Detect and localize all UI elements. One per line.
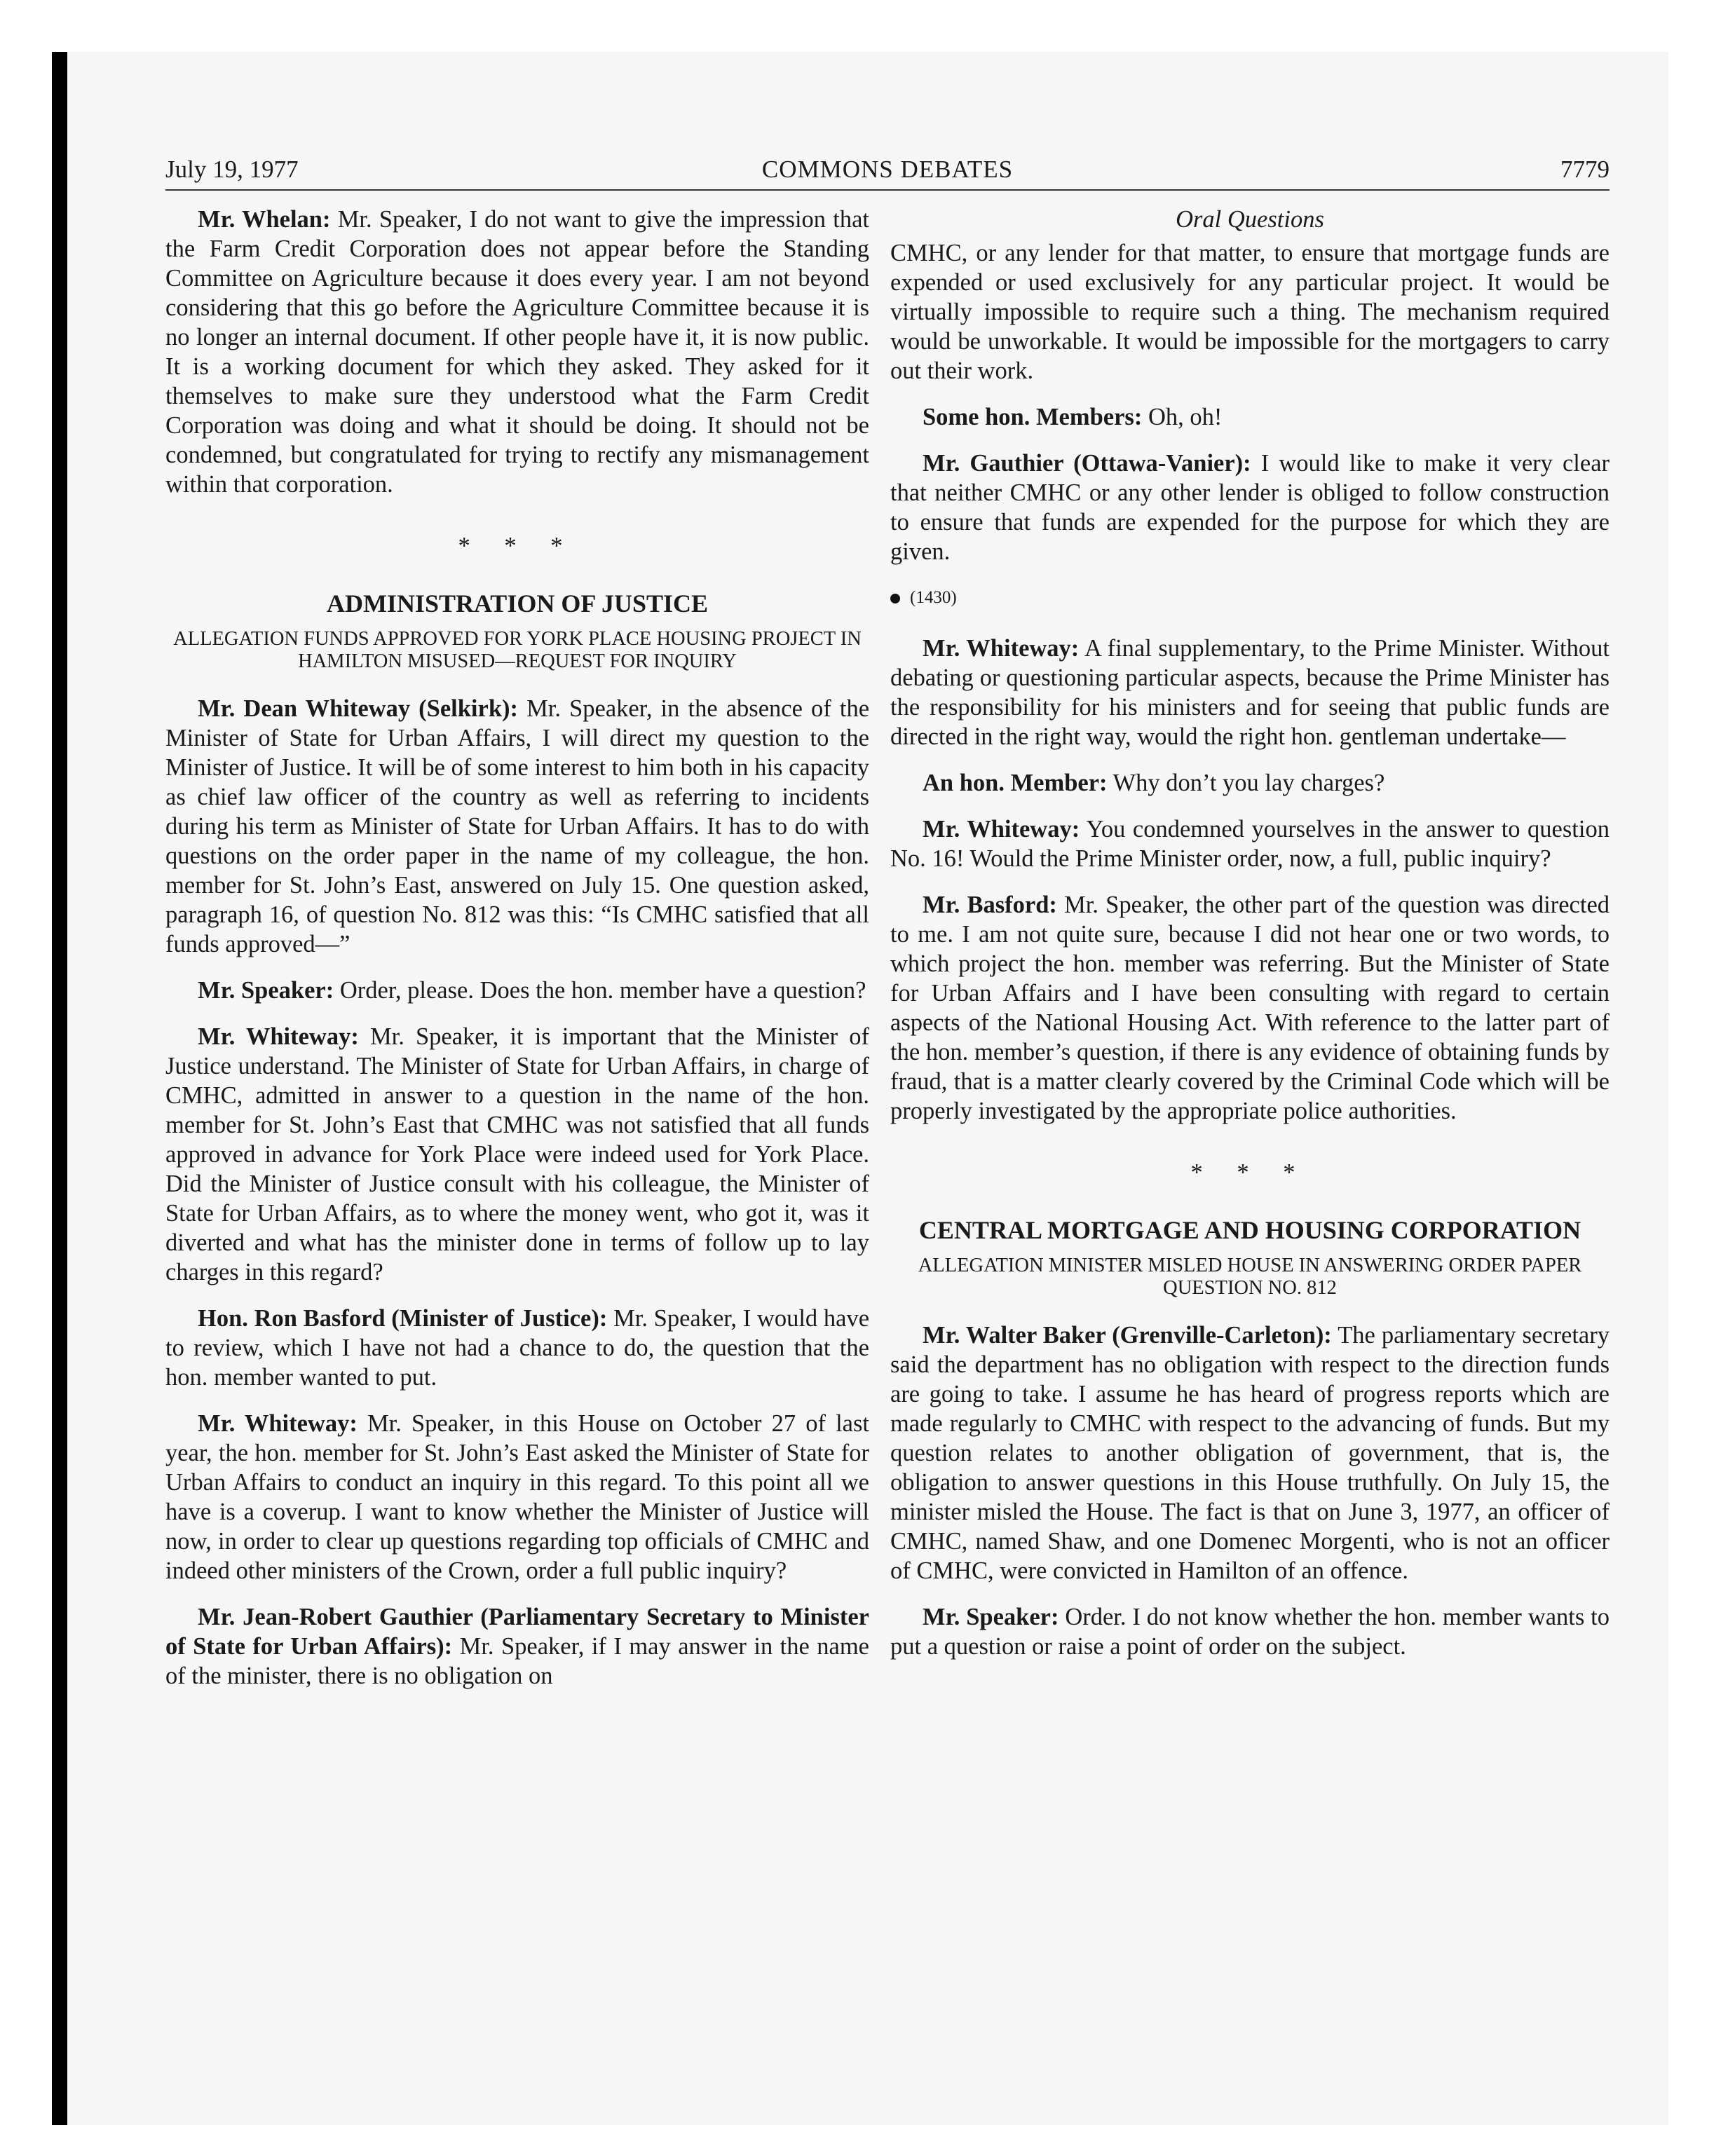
speech-text: Why don’t you lay charges? bbox=[1113, 770, 1385, 796]
scan-binding-edge bbox=[52, 52, 67, 2125]
speaker-name: Mr. Whelan: bbox=[198, 206, 331, 233]
left-column bbox=[165, 205, 869, 1707]
speech-text: Mr. Speaker, in the absence of the Minister of State for Urban Affairs, I will direct my question to the Minister of Justice. It will be of some interest to him both in his capacity as chief law officer of the country as well as referring to incidents during his term as Minister of State for Urban Affairs. It has to do with questions on the order paper in the name of my colleague, the hon. member for St. John’s East, answered on July 15. One question asked, paragraph 16, of question No. 812 was this: “Is CMHC satisfied that all funds approved—” bbox=[165, 695, 870, 957]
speaker-name: Mr. Whiteway: bbox=[198, 1410, 358, 1437]
speech-text: Mr. Speaker, I do not want to give the impression that the Farm Credit Corporation does not appear before the Standing Committee on Agriculture because it does every year. I am not beyond considering that this go before the Agriculture Committee because it is no longer an internal document. If other people have it, it is now public. It is a working document for which they asked. They asked for it themselves to make sure they understood what the Farm Credit Corporation was doing and what it should be doing. It should not be condemned, but congratulated for trying to rectify any mismanagement within that corporation. bbox=[165, 206, 870, 498]
paragraph bbox=[165, 1022, 869, 1287]
speech-text: The parliamentary secretary said the department has no obligation with respect to the direction funds are going to take. I assume he has heard of progress reports which are made regularly to CMHC with respect to the advancing of funds. But my question relates to another obligation of government, that is, the obligation to answer questions in this House truthfully. On July 15, the minister misled the House. The fact is that on June 3, 1977, an officer of CMHC, named Shaw, and one Domenec Morgenti, who is not an officer of CMHC, were convicted in Hamilton of an offence. bbox=[890, 1322, 1610, 1584]
section-heading: ADMINISTRATION OF JUSTICE bbox=[326, 589, 709, 618]
speech-text: Mr. Speaker, in this House on October 27 of last year, the hon. member for St. John’s East asked the Minister of State for Urban Affairs to conduct an inquiry in this regard. To this point all we have is a coverup. I want to know whether the Minister of Justice will now, in order to clear up questions regarding top officials of CMHC and indeed other ministers of the Crown, order a full public inquiry? bbox=[165, 1410, 869, 1584]
paragraph bbox=[890, 814, 1610, 873]
paragraph bbox=[890, 238, 1610, 386]
header-date: July 19, 1977 bbox=[165, 156, 299, 183]
time-marker bbox=[890, 583, 1610, 613]
speech-text: A final supplementary, to the Prime Minister. Without debating or questioning particular aspects, because the Prime Minister has the responsibility for his ministers and for seeing that public funds are directed in the right way, would the right hon. gentleman undertake— bbox=[890, 635, 1610, 750]
paragraph bbox=[890, 634, 1610, 751]
speaker-name: Mr. Speaker: bbox=[198, 977, 334, 1004]
paragraph bbox=[890, 1602, 1610, 1661]
speaker-name: Hon. Ron Basford (Minister of Justice): bbox=[198, 1305, 608, 1332]
header-title: COMMONS DEBATES bbox=[761, 156, 1014, 183]
bullet-icon bbox=[890, 594, 900, 603]
speech-text: Oh, oh! bbox=[1148, 404, 1223, 430]
page-header bbox=[165, 156, 1610, 191]
speaker-name: Mr. Gauthier (Ottawa-Vanier): bbox=[923, 450, 1251, 477]
paragraph bbox=[890, 449, 1610, 566]
speech-text: I would like to make it very clear that neither CMHC or any other lender is obliged to follow construction to ensure that funds are expended for the purpose for which they are given. bbox=[890, 450, 1610, 565]
speaker-name: Mr. Speaker: bbox=[923, 1604, 1059, 1630]
section-subheading: ALLEGATION FUNDS APPROVED FOR YORK PLACE HOUSING PROJECT IN HAMILTON MISUSED—REQUEST FOR INQUIRY bbox=[173, 628, 862, 672]
speech-text: Mr. Speaker, the other part of the question was directed to me. I am not quite sure, because I did not hear one or two words, to which project the hon. member was referring. But the Minister of State for Urban Affairs and I have been consulting with regard to certain aspects of the National Housing Act. With reference to the latter part of the hon. member’s question, if there is any evidence of obtaining funds by fraud, that is a matter clearly covered by the Criminal Code which will be properly investigated by the appropriate police authorities. bbox=[890, 892, 1610, 1124]
speech-text: Order, please. Does the hon. member have a question? bbox=[339, 977, 866, 1004]
section-separator: * * * bbox=[1190, 1159, 1309, 1186]
speaker-name: Mr. Dean Whiteway (Selkirk): bbox=[198, 695, 518, 722]
section-separator: * * * bbox=[458, 533, 577, 559]
paragraph bbox=[165, 205, 869, 499]
section-subheading: ALLEGATION MINISTER MISLED HOUSE IN ANSWERING ORDER PAPER QUESTION NO. 812 bbox=[918, 1255, 1582, 1299]
speaker-name: Some hon. Members: bbox=[923, 404, 1143, 430]
paragraph bbox=[165, 1304, 869, 1392]
paragraph bbox=[890, 1321, 1610, 1585]
paragraph bbox=[165, 694, 869, 959]
paragraph bbox=[165, 976, 869, 1005]
speaker-name: Mr. Walter Baker (Grenville-Carleton): bbox=[923, 1322, 1332, 1349]
paragraph bbox=[890, 402, 1610, 432]
paragraph bbox=[165, 1409, 869, 1585]
time-marker-text: (1430) bbox=[910, 588, 957, 607]
speaker-name: Mr. Whiteway: bbox=[923, 635, 1080, 662]
speech-text: You condemned yourselves in the answer to question No. 16! Would the Prime Minister order, now, a full, public inquiry? bbox=[890, 816, 1610, 872]
speaker-name: Mr. Jean-Robert Gauthier (Parliamentary Secretary to Minister of State for Urban Affairs): bbox=[165, 1604, 869, 1660]
header-rule bbox=[165, 189, 1610, 191]
page-number: 7779 bbox=[1560, 156, 1610, 183]
speaker-name: Mr. Basford: bbox=[923, 892, 1057, 918]
paragraph bbox=[890, 890, 1610, 1126]
paragraph bbox=[890, 768, 1610, 798]
right-column bbox=[890, 205, 1610, 1678]
speech-text: Mr. Speaker, it is important that the Minister of Justice understand. The Minister of State for Urban Affairs, in charge of CMHC, admitted in answer to a question in the name of the hon. member for St. John’s East that CMHC was not satisfied that all funds approved in advance for York Place were indeed used for York Place. Did the Minister of Justice consult with his colleague, the Minister of State for Urban Affairs, as to where the money went, who got it, was it diverted and what has the minister done in terms of follow up to lay charges in this regard? bbox=[165, 1023, 869, 1285]
running-head: Oral Questions bbox=[1176, 206, 1324, 233]
speech-text: Order. I do not know whether the hon. member wants to put a question or raise a point of order on the subject. bbox=[890, 1604, 1610, 1660]
speaker-name: An hon. Member: bbox=[923, 770, 1108, 796]
section-heading: CENTRAL MORTGAGE AND HOUSING CORPORATION bbox=[918, 1216, 1581, 1244]
speech-text: CMHC, or any lender for that matter, to ensure that mortgage funds are expended or used exclusively for any particular project. It would be virtually impossible to require such a thing. The mechanism required would be unworkable. It would be impossible for the mortgagers to carry out their work. bbox=[890, 240, 1610, 384]
paragraph bbox=[165, 1602, 869, 1691]
speaker-name: Mr. Whiteway: bbox=[198, 1023, 359, 1050]
speaker-name: Mr. Whiteway: bbox=[923, 816, 1080, 842]
speech-text: Mr. Speaker, I would have to review, which I have not had a chance to do, the question that the hon. member wanted to put. bbox=[165, 1305, 870, 1391]
speech-text: Mr. Speaker, if I may answer in the name of the minister, there is no obligation on bbox=[165, 1633, 869, 1689]
